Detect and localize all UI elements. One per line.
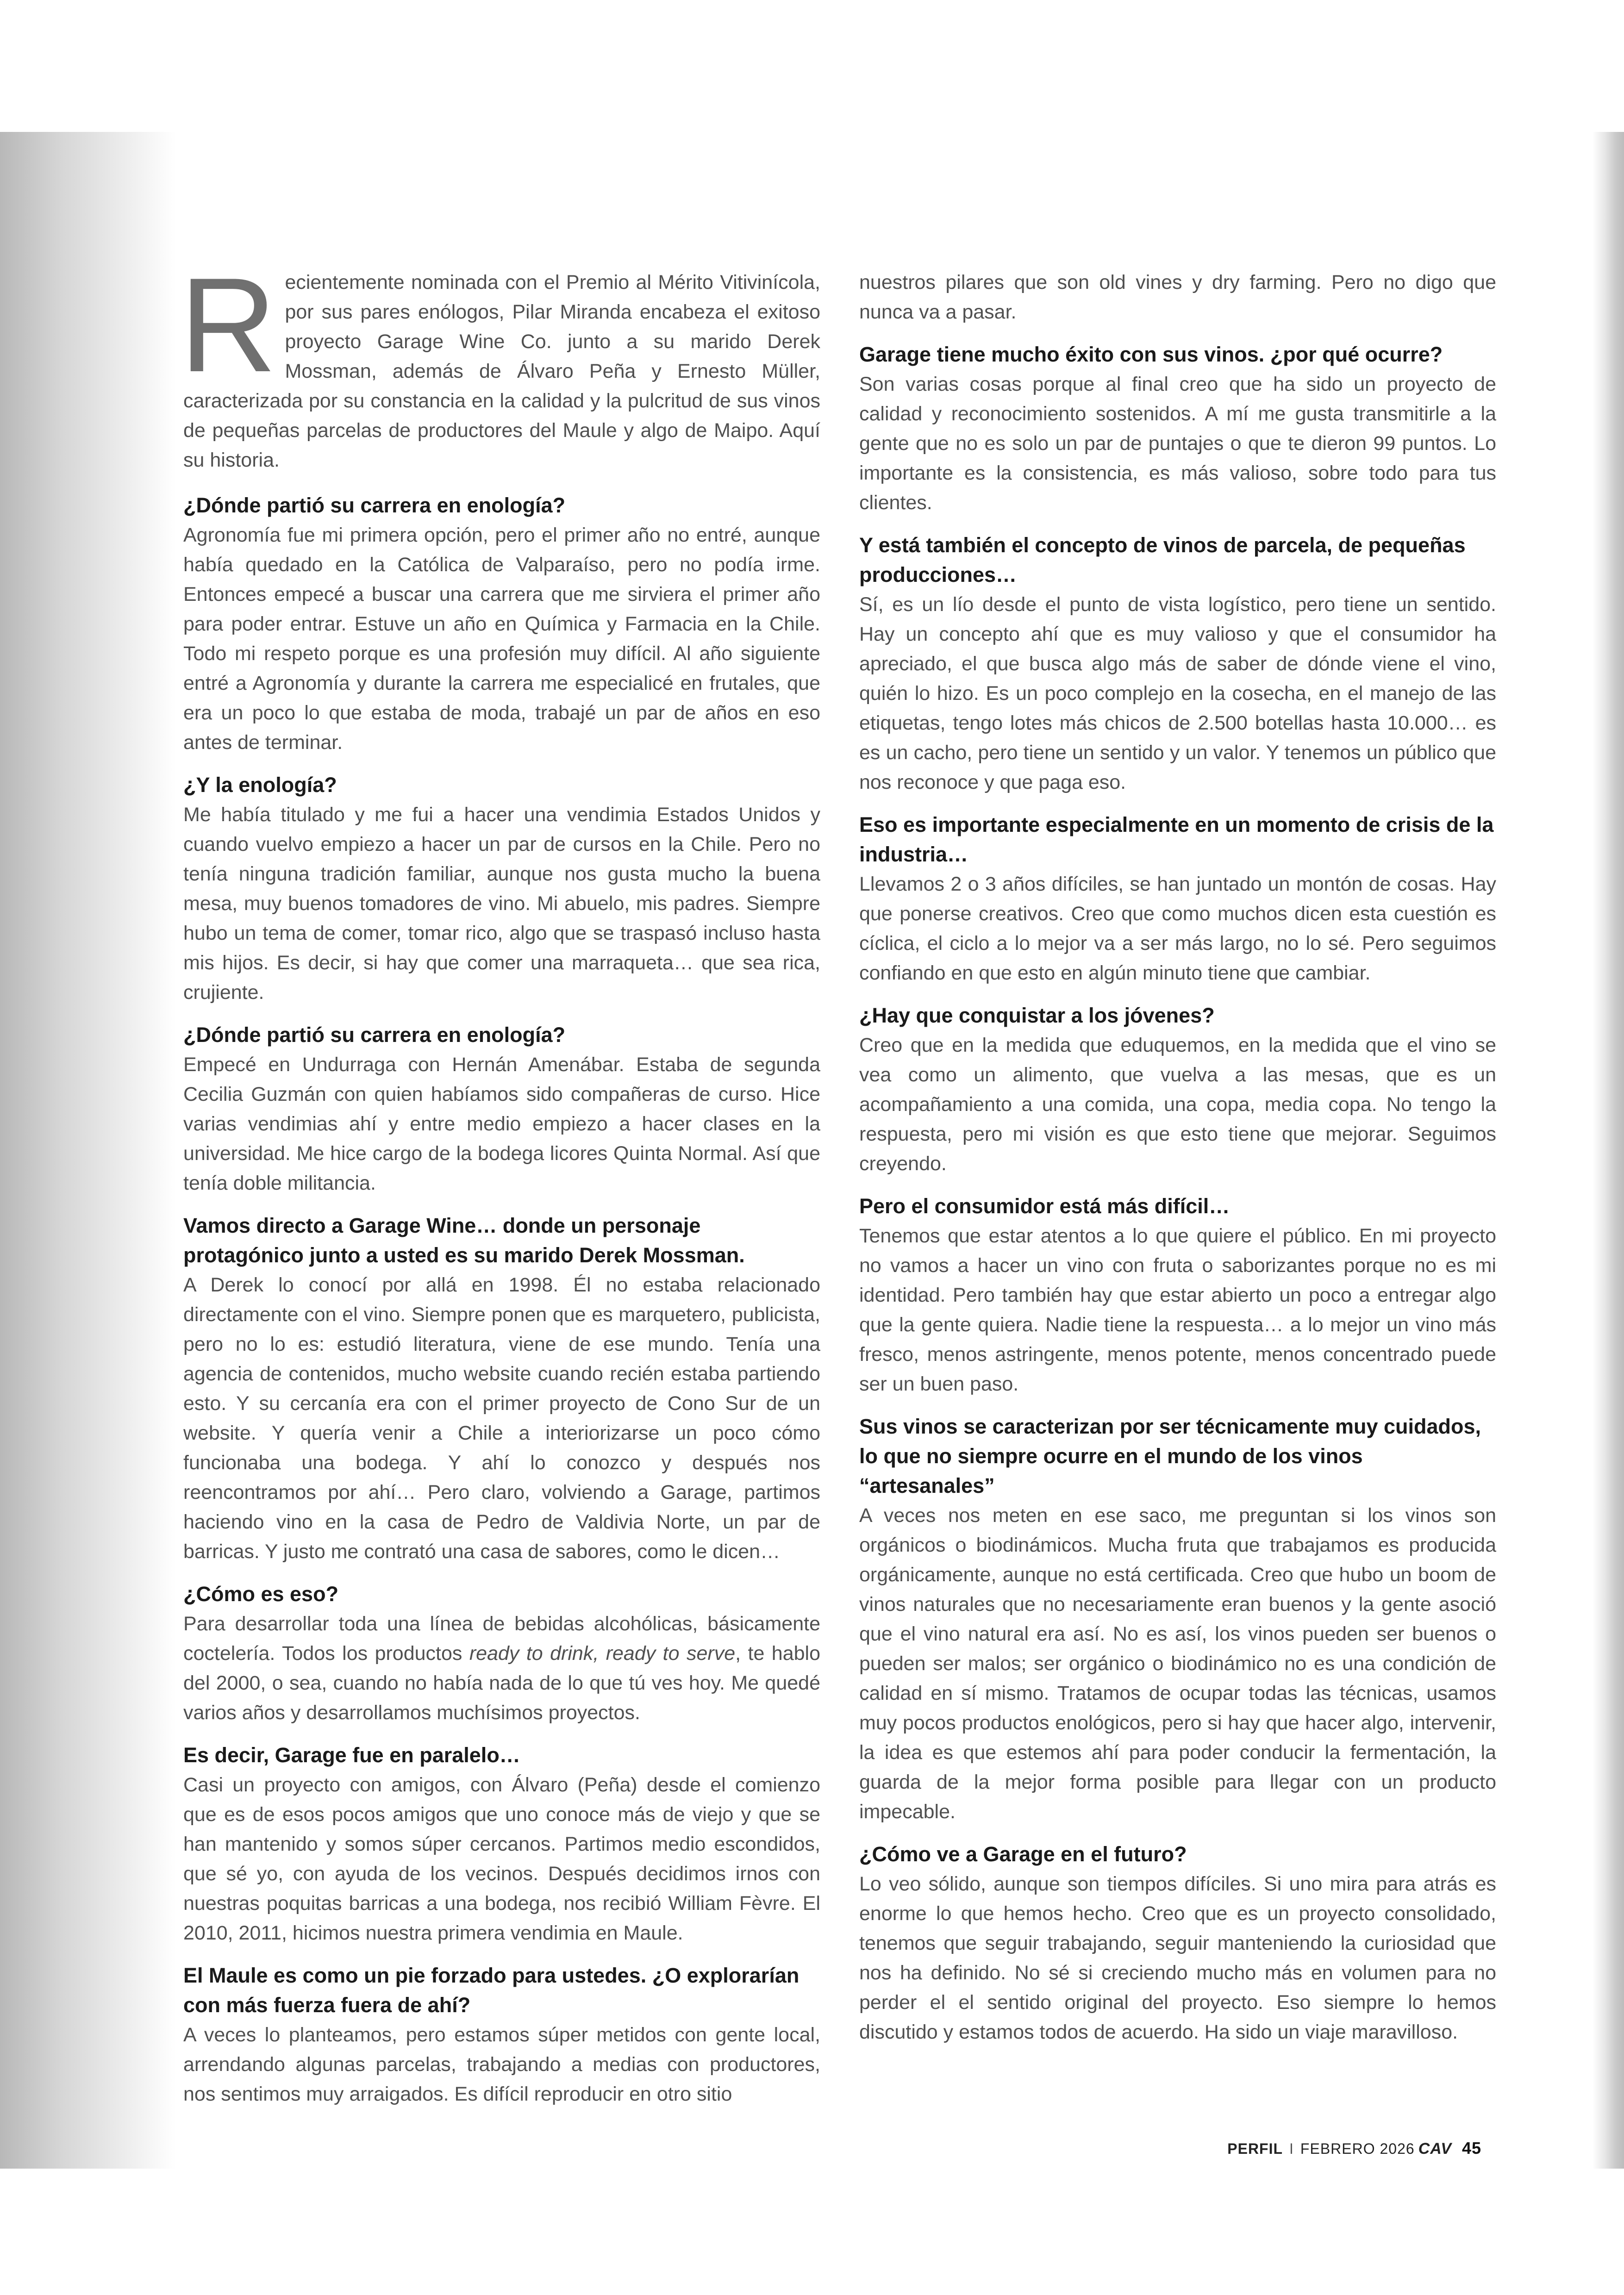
left-column [180,250,820,2122]
magazine-logo: CAV [1418,2140,1452,2158]
question-heading: Es decir, Garage fue en paralelo… [183,1743,520,1767]
page-fold-shadow-left [0,132,176,2169]
answer-text: Para desarrollar toda una línea de bebidas alcohólicas, básicamente coctelería. Todos los productos [183,1613,820,1665]
question-heading: ¿Dónde partió su carrera en enología? [183,493,566,517]
question-heading: Pero el consumidor está más difícil… [859,1194,1230,1218]
intro-paragraph [180,250,820,475]
question-heading: ¿Cómo ve a Garage en el futuro? [859,1842,1187,1866]
answer-paragraph: A veces lo planteamos, pero estamos súper metidos con gente local, arrendando algunas parcelas, trabajando a medias con productores, nos sentimos muy arraigados. Es difícil reproducir en otro sitio [183,2024,820,2105]
question-heading: Eso es importante especialmente en un momento de crisis de la industria… [859,813,1494,866]
answer-paragraph: Llevamos 2 o 3 años difíciles, se han juntado un montón de cosas. Hay que ponerse creativos. Creo que como muchos dicen esta cuestión es cíclica, el ciclo a lo mejor va a ser más largo, no lo sé. Pero seguimos confiando en que esto en algún minuto tiene que cambiar. [859,873,1496,984]
answer-paragraph: Sí, es un lío desde el punto de vista logístico, pero tiene un sentido. Hay un concepto ahí que es muy valioso y que el consumidor ha apreciado, el que busca algo más de saber de dónde viene el vino, quién lo hizo. Es un poco complejo en la cosecha, en el manejo de las etiquetas, tengo lotes más chicos de 2.500 botellas hasta 10.000… es es un cacho, pero tiene un sentido y un valor. Y tenemos un público que nos reconoce y que paga eso. [859,593,1496,793]
question-heading: Garage tiene mucho éxito con sus vinos. ¿por qué ocurre? [859,343,1443,366]
issue-date: FEBRERO 2026 [1300,2140,1415,2157]
question-heading: Sus vinos se caracterizan por ser técnicamente muy cuidados, lo que no siempre ocurre en el mundo de los vinos “artesanales” [859,1415,1481,1497]
page-number: 45 [1462,2139,1481,2158]
bottom-margin [0,2169,1624,2295]
answer-emphasis: ready to drink, ready to serve [469,1642,736,1665]
answer-paragraph: A veces nos meten en ese saco, me preguntan si los vinos son orgánicos o biodinámicos. Mucha fruta que trabajamos es producida orgánicamente, aunque no está certificada. Creo que hubo un boom de vinos naturales que no necesariamente eran buenos y la gente asoció que el vino natural era así. No es así, los vinos pueden ser buenos o pueden ser malos; ser orgánico o biodinámico no es una condición de calidad en sí mismo. Tratamos de ocupar todas las técnicas, usamos muy pocos productos enológicos, pero si hay que hacer algo, intervenir, la idea es que estemos ahí para poder conducir la fermentación, la guarda de la mejor forma posible para llegar con un producto impecable. [859,1504,1496,1823]
answer-text: , te hablo del 2000, o sea, cuando no había nada de lo que tú ves hoy. Me quedé varios años y desarrollamos muchísimos proyectos. [183,1642,820,1724]
answer-paragraph [183,1609,820,1727]
question-heading: ¿Y la enología? [183,773,337,797]
page-edge-shadow-right [1593,132,1624,2169]
right-column [859,268,1496,2060]
top-margin [0,0,1624,132]
section-label: PERFIL [1227,2140,1283,2157]
answer-paragraph: Lo veo sólido, aunque son tiempos difíciles. Si uno mira para atrás es enorme lo que hemos hecho. Creo que es un proyecto consolidado, tenemos que seguir trabajando, seguir manteniendo la curiosidad que nos ha definido. No sé si creciendo mucho más en volumen para no perder el el sentido original del proyecto. Eso siempre lo hemos discutido y estamos todos de acuerdo. Ha sido un viaje maravilloso. [859,1873,1496,2043]
question-heading: Y está también el concepto de vinos de parcela, de pequeñas producciones… [859,533,1466,586]
answer-paragraph: A Derek lo conocí por allá en 1998. Él no estaba relacionado directamente con el vino. Siempre ponen que es marquetero, publicista, pero no lo es: estudió literatura, viene de ese mundo. Tenía una agencia de contenidos, mucho website cuando recién estaba partiendo esto. Y su cercanía era con el primer proyecto de Cono Sur de un website. Y quería venir a Chile a interiorizarse un poco cómo funcionaba una bodega. Y ahí lo conozco y después nos reencontramos por ahí… Pero claro, volviendo a Garage, partimos haciendo vino en la casa de Pedro de Valdivia Norte, un par de barricas. Y justo me contrató una casa de sabores, como le dicen… [183,1274,820,1563]
question-heading: ¿Hay que conquistar a los jóvenes? [859,1004,1215,1027]
drop-cap: R [180,250,277,400]
answer-paragraph: Creo que en la medida que eduquemos, en la medida que el vino se vea como un alimento, que vuelva a las mesas, que es un acompañamiento a una comida, una copa, media copa. No tengo la respuesta, pero mi visión es que esto tiene que mejorar. Seguimos creyendo. [859,1034,1496,1175]
question-heading: El Maule es como un pie forzado para ustedes. ¿O explorarían con más fuerza fuera de ahí? [183,1964,800,2017]
continued-paragraph: nuestros pilares que son old vines y dry farming. Pero no digo que nunca va a pasar. [859,271,1496,323]
answer-paragraph: Me había titulado y me fui a hacer una vendimia Estados Unidos y cuando vuelvo empiezo a hacer un par de cursos en la Chile. Pero no tenía ninguna tradición familiar, aunque nos gusta mucho la buena mesa, muy buenos tomadores de vino. Mi abuelo, mis padres. Siempre hubo un tema de comer, tomar rico, algo que se traspasó incluso hasta mis hijos. Es decir, si hay que comer una marraqueta… que sea rica, crujiente. [183,804,820,1004]
question-heading: Vamos directo a Garage Wine… donde un personaje protagónico junto a usted es su marido Derek Mossman. [183,1214,745,1267]
page-footer [1176,2139,1481,2158]
answer-paragraph: Agronomía fue mi primera opción, pero el primer año no entré, aunque había quedado en la Católica de Valparaíso, pero no podía irme. Entonces empecé a buscar una carrera que me sirviera el primer año para poder entrar. Estuve un año en Química y Farmacia en la Chile. Todo mi respeto porque es una profesión muy difícil. Al año siguiente entré a Agronomía y durante la carrera me especialicé en frutales, que era un poco lo que estaba de moda, trabajé un par de años en eso antes de terminar. [183,524,820,754]
answer-paragraph: Casi un proyecto con amigos, con Álvaro (Peña) desde el comienzo que es de esos pocos amigos que uno conoce más de viejo y que se han mantenido y somos súper cercanos. Partimos medio escondidos, que sé yo, con ayuda de los vecinos. Después decidimos irnos con nuestras poquitas barricas a una bodega, nos recibió William Fèvre. El 2010, 2011, hicimos nuestra primera vendimia en Maule. [183,1774,820,1944]
answer-paragraph: Tenemos que estar atentos a lo que quiere el público. En mi proyecto no vamos a hacer un vino con fruta o saborizantes porque no es mi identidad. Pero también hay que estar abierto un poco a entregar algo que la gente quiera. Nadie tiene la respuesta… a lo mejor un vino más fresco, menos astringente, menos potente, menos concentrado puede ser un buen paso. [859,1225,1496,1395]
answer-paragraph: Son varias cosas porque al final creo que ha sido un proyecto de calidad y reconocimiento sostenidos. A mí me gusta transmitirle a la gente que no es solo un par de puntajes o que te dieron 99 puntos. Lo importante es la consistencia, es más valioso, sobre todo para tus clientes. [859,373,1496,514]
question-heading: ¿Cómo es eso? [183,1582,339,1606]
question-heading: ¿Dónde partió su carrera en enología? [183,1023,566,1047]
answer-paragraph: Empecé en Undurraga con Hernán Amenábar. Estaba de segunda Cecilia Guzmán con quien habíamos sido compañeras de curso. Hice varias vendimias ahí y entre medio empiezo a hacer clases en la universidad. Me hice cargo de la bodega licores Quinta Normal. Así que tenía doble militancia. [183,1054,820,1194]
intro-text: ecientemente nominada con el Premio al Mérito Vitivinícola, por sus pares enólogos, Pilar Miranda encabeza el exitoso proyecto Garage Wine Co. junto a su marido Derek Mossman, además de Álvaro Peña y Ernesto Müller, caracterizada por su constancia en la calidad y la pulcritud de sus vinos de pequeñas parcelas de productores del Maule y algo de Maipo. Aquí su historia. [183,271,820,471]
footer-separator: I [1289,2140,1294,2157]
